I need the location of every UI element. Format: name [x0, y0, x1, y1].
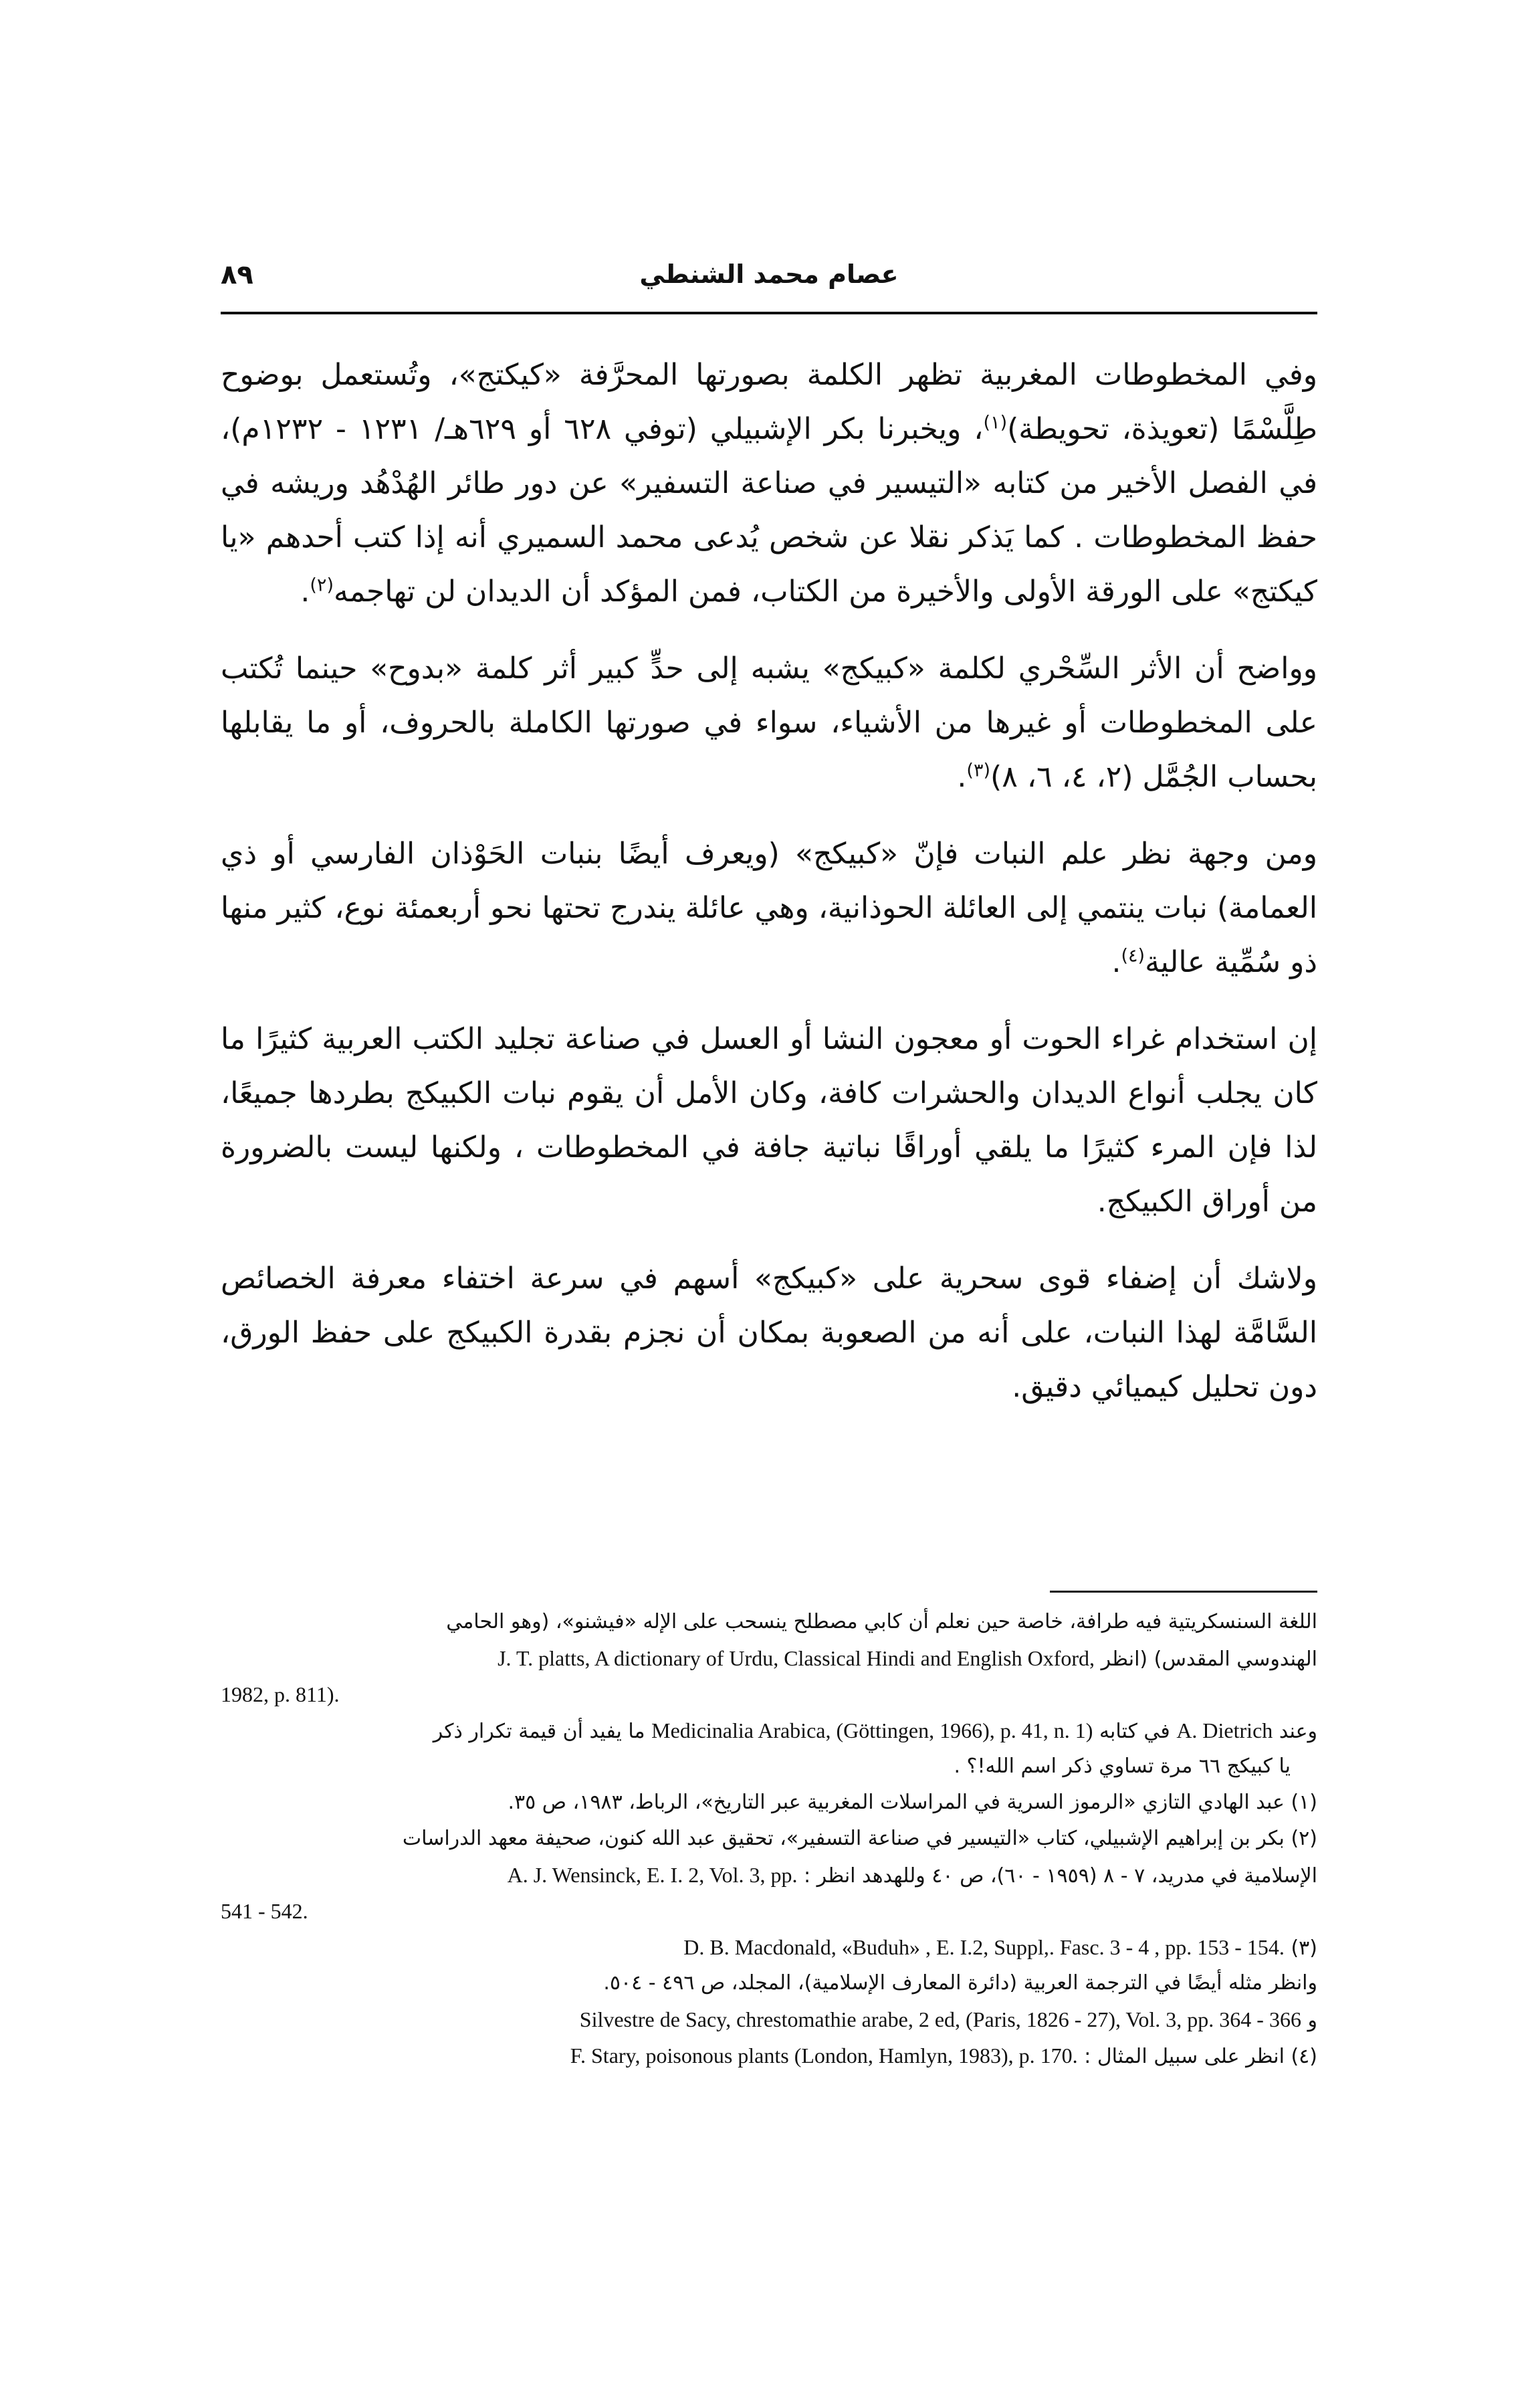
paragraph-2-text: وواضح أن الأثر السِّحْري لكلمة «كبيكج» يشبه إلى حدٍّ كبير أثر كلمة «بدوح» حينما تُكتب على المخطوطات أو غيرها من الأشياء، سواء في صورتها الكاملة بالحروف، أو ما يقابلها بحساب الجُمَّل (٢، ٤، ٦، ٨)	[221, 651, 1317, 794]
footnote-ref-1: (١)	[983, 412, 1008, 433]
footnote-line-4-en-b: Medicinalia Arabica, (Göttingen, 1966), p. 41, n. 1)	[651, 1718, 1093, 1742]
paragraph-1	[221, 348, 1317, 619]
footnote-ref-2: (٢)	[310, 575, 334, 596]
footnote-3-line-3-ar: و	[1307, 2009, 1317, 2032]
footnote-3-line-3-en: Silvestre de Sacy, chrestomathie arabe, 2 ed, (Paris, 1826 - 27), Vol. 3, pp. 364 - 366	[579, 2007, 1301, 2031]
paragraph-3	[221, 827, 1317, 989]
footnote-ref-4: (٤)	[1121, 945, 1145, 967]
paragraph-3-end: .	[1111, 945, 1121, 979]
footnotes	[221, 1604, 1317, 2074]
footnote-continuation-line-4	[221, 1712, 1317, 1748]
footnote-3-en: D. B. Macdonald, «Buduh» , E. I.2, Suppl,. Fasc. 3 - 4 , pp. 153 - 154.	[683, 1935, 1285, 1959]
footnote-2-line-3: 541 - 542.	[221, 1899, 308, 1923]
footnote-line-4-ar-c: ما يفيد أن قيمة تكرار ذكر	[433, 1720, 645, 1743]
paragraph-5: ولاشك أن إضفاء قوى سحرية على «كبيكج» أسهم في سرعة اختفاء معرفة الخصائص السَّامَّة لهذا النبات، على أنه من الصعوبة بمكان أن نجزم بقدرة الكبيكج على حفظ الورق، دون تحليل كيميائي دقيق.	[221, 1262, 1317, 1404]
footnote-line-4-en-a: A. Dietrich	[1176, 1718, 1273, 1742]
footnote-continuation-line-3: 1982, p. 811).	[221, 1682, 340, 1706]
footnote-4-en: F. Stary, poisonous plants (London, Hamlyn, 1983), p. 170.	[570, 2043, 1078, 2068]
footnote-2-line-1: (٢) بكر بن إبراهيم الإشبيلي، كتاب «التيسير في صناعة التسفير»، تحقيق عبد الله كنون، صحيفة معهد الدراسات	[402, 1827, 1317, 1850]
footnote-3-number: (٣)	[1291, 1936, 1317, 1960]
footnote-continuation-line-1: اللغة السنسكريتية فيه طرافة، خاصة حين نعلم أن كابي مصطلح ينسحب على الإله «فيشنو»، (وهو الحامي	[446, 1610, 1317, 1633]
footnote-3-line-2: وانظر مثله أيضًا في الترجمة العربية (دائرة المعارف الإسلامية)، المجلد، ص ٤٩٦ - ٥٠٤.	[603, 1971, 1317, 1995]
footnote-1: (١) عبد الهادي التازي «الرموز السرية في المراسلات المغربية عبر التاريخ»، الرباط، ١٩٨٣، ص ٣٥.	[508, 1791, 1317, 1814]
footnote-line-4-ar-b: في كتابه	[1099, 1720, 1170, 1743]
footnote-3-line-3	[221, 2001, 1317, 2037]
footnote-2-line-2-ar: الإسلامية في مدريد، ٧ - ٨ (١٩٥٩ - ٦٠)، ص ٤٠ وللهدهد انظر :	[804, 1864, 1317, 1888]
footnote-4-ar: (٤) انظر على سبيل المثال :	[1084, 2045, 1317, 2068]
paragraph-2-end: .	[957, 760, 967, 794]
page-number: ٨٩	[221, 260, 253, 290]
footnote-3-line-1	[221, 1929, 1317, 1965]
footnote-ref-3: (٣)	[966, 760, 991, 781]
paragraph-1-end: .	[300, 575, 310, 609]
paragraph-1-text-2: ، ويخبرنا بكر الإشبيلي (توفي ٦٢٨ أو ٦٢٩هـ/ ١٢٣١ - ١٢٣٢م)، في الفصل الأخير من كتابه «التيسير في صناعة التسفير» عن دور طائر الهُدْهُد وريشه في حفظ المخطوطات . كما يَذكر نقلا عن شخص يُدعى محمد السميري أنه إذا كتب أحدهم «يا كيكتج» على الورقة الأولى والأخيرة من الكتاب، فمن المؤكد أن الديدان لن تهاجمه	[221, 412, 1317, 609]
footnote-rule	[1050, 1591, 1317, 1593]
footnote-line-4-ar-a: وعند	[1279, 1720, 1317, 1743]
header-rule	[221, 312, 1317, 314]
paragraph-3-text: ومن وجهة نظر علم النبات فإنّ «كبيكج» (ويعرف أيضًا بنبات الحَوْذان الفارسي أو ذي العمامة) نبات ينتمي إلى العائلة الحوذانية، وهي عائلة يندرج تحتها نحو أربعمئة نوع، كثير منها ذو سُمِّية عالية	[221, 837, 1317, 979]
paragraph-2	[221, 641, 1317, 804]
paragraph-1-text: وفي المخطوطات المغربية تظهر الكلمة بصورتها المحرَّفة «كيكتج»، وتُستعمل بوضوح طِلَّسْمًا (تعويذة، تحويطة)	[221, 358, 1318, 446]
page-header	[221, 260, 1317, 306]
footnote-continuation-line-5: يا كبيكج ٦٦ مرة تساوي ذكر اسم الله!؟ .	[954, 1754, 1291, 1778]
footnote-2-line-2-en: A. J. Wensinck, E. I. 2, Vol. 3, pp.	[507, 1863, 798, 1887]
footnote-4	[221, 2037, 1317, 2074]
footnote-continuation-line-2-ar: الهندوسي المقدس) (انظر	[1101, 1647, 1317, 1671]
running-head: عصام محمد الشنطي	[639, 260, 899, 289]
paragraph-4: إن استخدام غراء الحوت أو معجون النشا أو العسل في صناعة تجليد الكتب العربية كثيرًا ما كان يجلب أنواع الديدان والحشرات كافة، وكان الأمل أن يقوم نبات الكبيكج بطردها جميعًا، لذا فإن المرء كثيرًا ما يلقي أوراقًا نباتية جافة في المخطوطات ، ولكنها ليست بالضرورة من أوراق الكبيكج.	[221, 1022, 1317, 1219]
footnote-continuation-line-2-en: J. T. platts, A dictionary of Urdu, Classical Hindi and English Oxford,	[498, 1646, 1095, 1670]
footnote-2-line-2	[221, 1857, 1317, 1893]
footnote-continuation-line-2	[221, 1640, 1317, 1676]
body-text	[221, 348, 1317, 1437]
